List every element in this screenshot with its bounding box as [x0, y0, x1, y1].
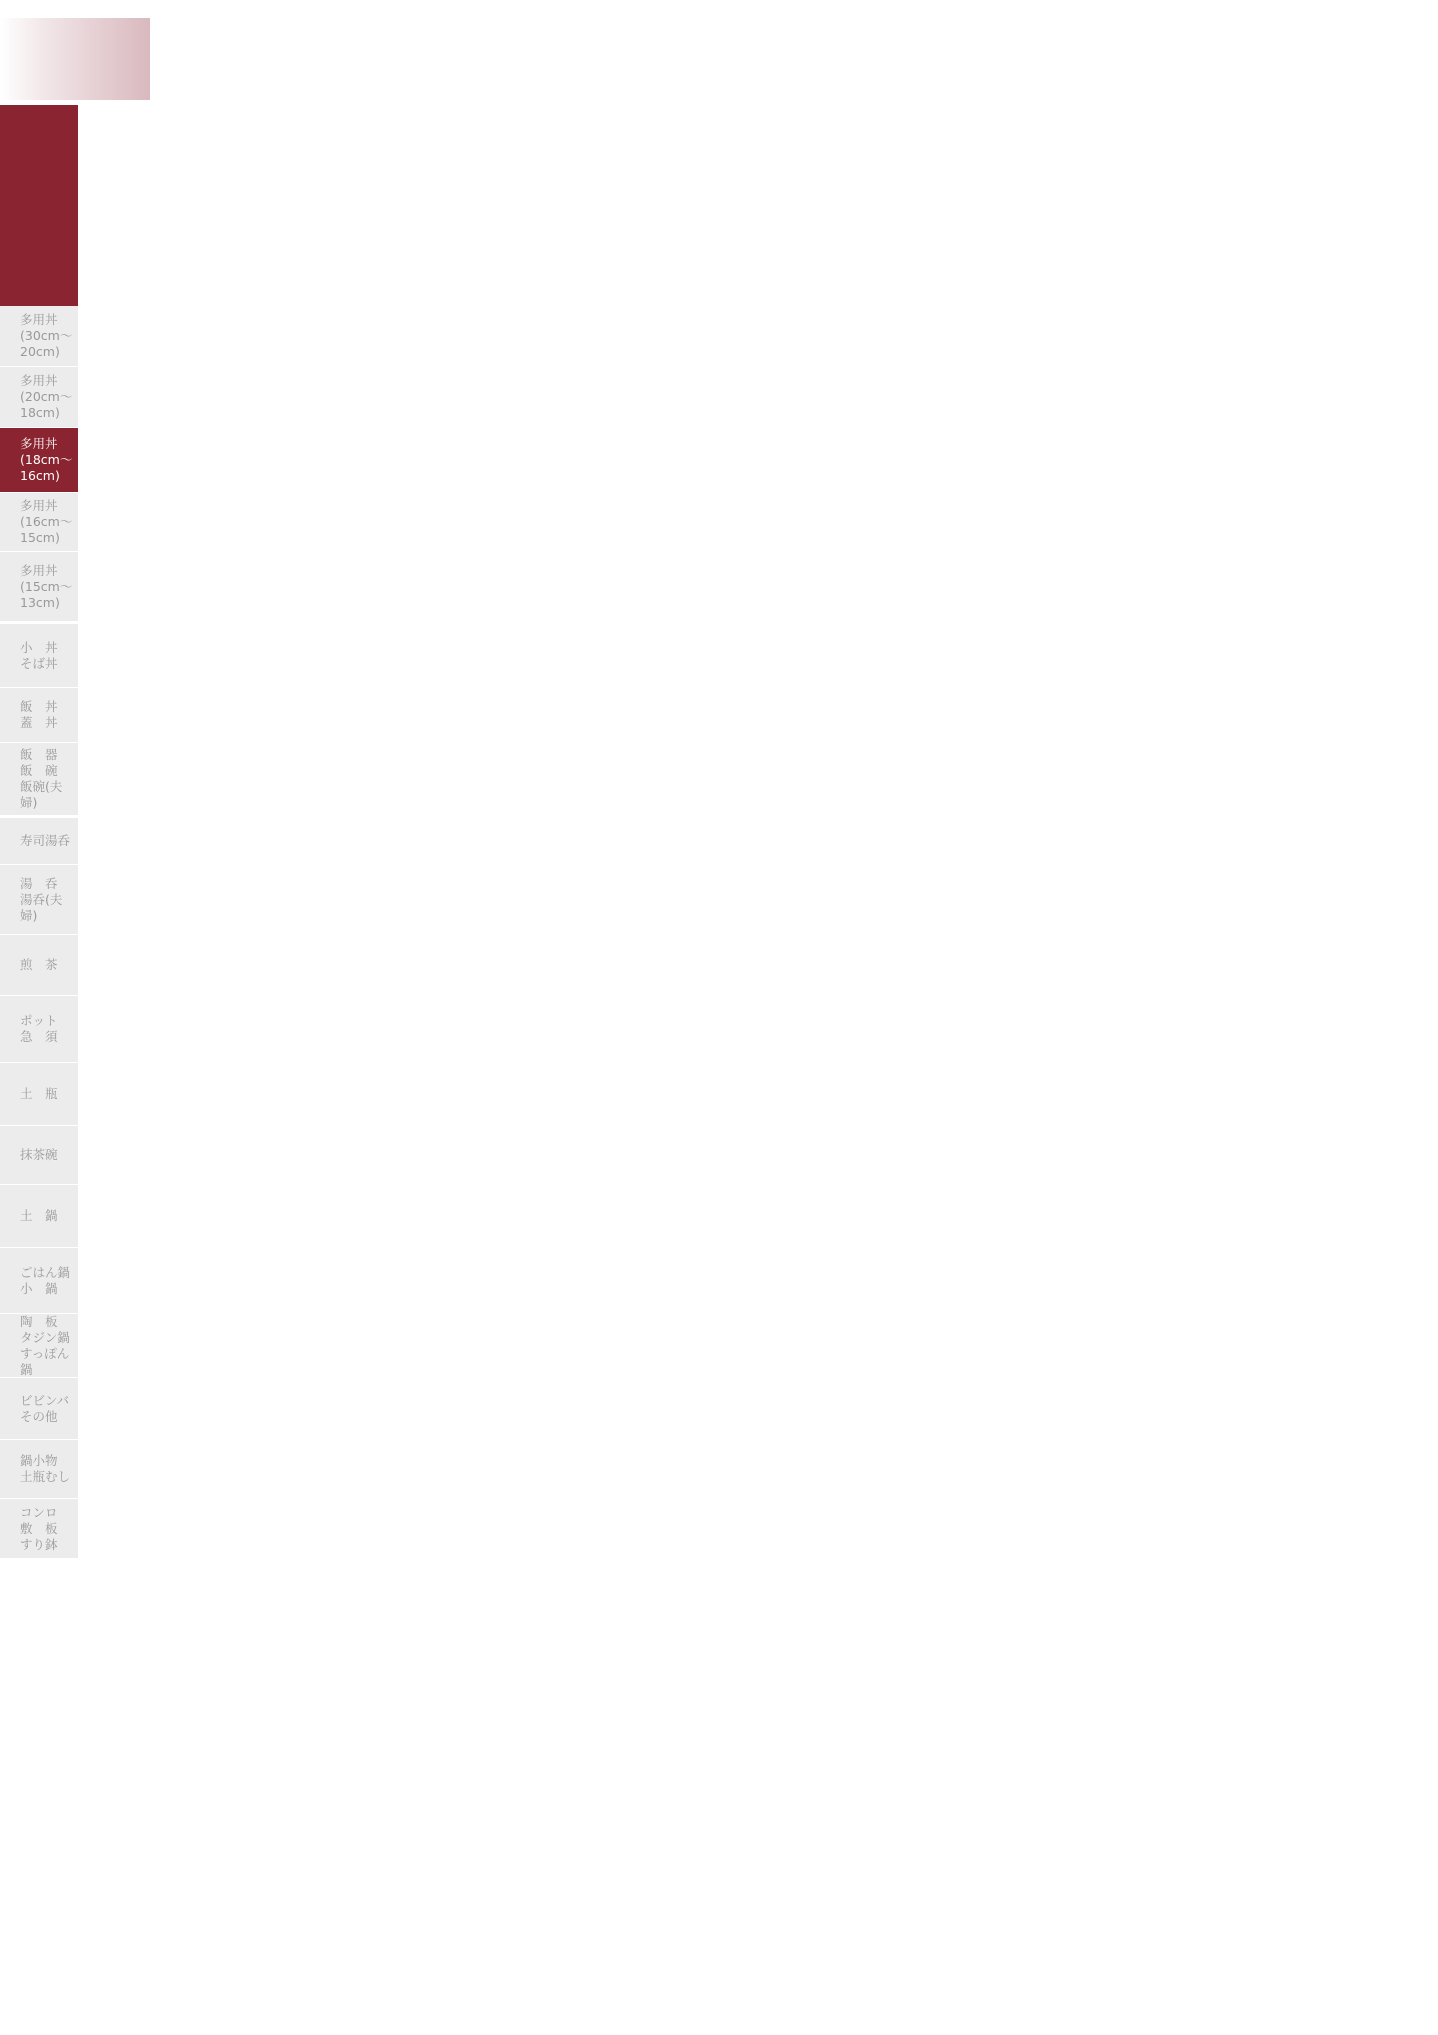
sidebar-item[interactable]	[0, 306, 78, 367]
sidebar-item[interactable]	[0, 688, 78, 743]
sidebar-item[interactable]	[0, 1063, 78, 1126]
sidebar-item[interactable]	[0, 367, 78, 428]
page-header	[0, 0, 1438, 105]
sidebar-item[interactable]	[0, 935, 78, 996]
sidebar-item[interactable]	[0, 1440, 78, 1499]
sidebar-item-label: 多用丼 (18cm〜 16cm)	[20, 436, 73, 483]
sidebar-item[interactable]	[0, 624, 78, 688]
sidebar-item[interactable]	[0, 1126, 78, 1185]
sidebar-item[interactable]	[0, 818, 78, 865]
sidebar-item[interactable]	[0, 1185, 78, 1248]
sidebar-item-label: 煎 茶	[20, 957, 58, 972]
sidebar-item[interactable]	[0, 428, 78, 493]
sidebar-item-label: 小 丼 そば丼	[20, 639, 58, 671]
sidebar-item-label: 土 瓶	[20, 1086, 58, 1101]
sidebar-item-label: 陶 板 タジン鍋 すっぽん鍋	[20, 1313, 70, 1377]
page-number-box	[0, 18, 150, 100]
sidebar-item-label: 多用丼 (20cm〜 18cm)	[20, 373, 73, 420]
sidebar-item[interactable]	[0, 493, 78, 552]
sidebar-item-label: 多用丼 (30cm〜 20cm)	[20, 312, 73, 359]
sidebar-item-label: コンロ 敷 板 すり鉢	[20, 1504, 58, 1552]
sidebar-item-label: ポット 急 須	[20, 1013, 58, 1044]
sidebar-item[interactable]	[0, 996, 78, 1063]
sidebar-item-label: 湯 呑 湯呑(夫婦)	[20, 875, 63, 923]
sidebar-item[interactable]	[0, 865, 78, 935]
sidebar-item-label: ビビンバ その他	[20, 1392, 70, 1424]
sidebar-item-label: 多用丼 (15cm〜 13cm)	[20, 562, 73, 610]
sidebar-item-label: ごはん鍋 小 鍋	[20, 1264, 71, 1296]
sidebar-item-label: 多用丼 (16cm〜 15cm)	[20, 498, 73, 545]
sidebar-item-label: 抹茶碗	[20, 1147, 58, 1162]
sidebar-item-label: 寿司湯呑	[20, 833, 71, 848]
sidebar-item-label: 飯 丼 蓋 丼	[20, 699, 58, 730]
sidebar-item-label: 土 鍋	[20, 1208, 58, 1223]
sidebar-item[interactable]	[0, 1378, 78, 1440]
sidebar-item[interactable]	[0, 1499, 78, 1559]
sidebar-item-label: 鍋小物 土瓶むし	[20, 1453, 71, 1484]
sidebar-item[interactable]	[0, 1248, 78, 1314]
sidebar-item[interactable]	[0, 743, 78, 816]
sidebar-item-label: 飯 器 飯 碗 飯碗(夫婦)	[20, 747, 63, 810]
sidebar-item[interactable]	[0, 552, 78, 622]
sidebar-item[interactable]	[0, 1314, 78, 1378]
